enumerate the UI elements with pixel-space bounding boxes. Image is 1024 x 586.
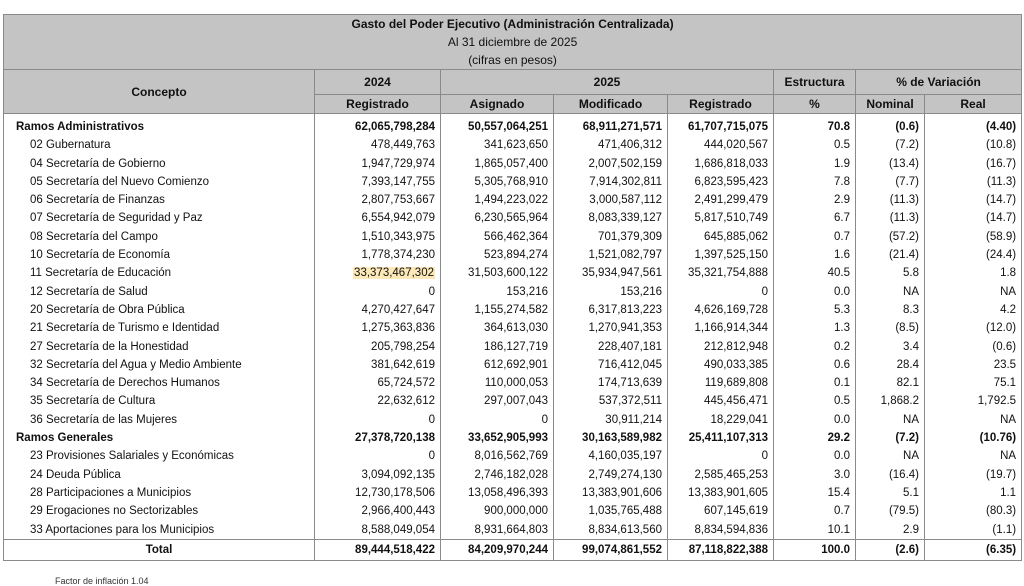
nominal-cell: (57.2): [856, 228, 925, 246]
total-real-cell: (6.35): [925, 539, 1022, 560]
estructura-cell: 5.3: [774, 301, 856, 319]
concept-cell: 04 Secretaría de Gobierno: [4, 155, 315, 173]
table-row: [4, 191, 1022, 209]
registrado-2025-cell: 0: [668, 447, 774, 465]
table-row: [4, 301, 1022, 319]
table-row: [4, 136, 1022, 154]
modificado-cell: 35,934,947,561: [554, 264, 668, 282]
concept-cell: 32 Secretaría del Agua y Medio Ambiente: [4, 356, 315, 374]
col-header-estructura: Estructura: [774, 70, 856, 95]
col-header-asignado: Asignado: [441, 95, 554, 114]
asignado-cell: 8,931,664,803: [441, 521, 554, 540]
estructura-cell: 0.5: [774, 136, 856, 154]
total-asignado-cell: 84,209,970,244: [441, 539, 554, 560]
registrado-2024-cell: 4,270,427,647: [315, 301, 441, 319]
table-body: [4, 114, 1022, 561]
concept-cell: 08 Secretaría del Campo: [4, 228, 315, 246]
real-cell: (11.3): [925, 173, 1022, 191]
table-row: [4, 447, 1022, 465]
registrado-2024-cell: 478,449,763: [315, 136, 441, 154]
real-cell: NA: [925, 447, 1022, 465]
concept-cell: 02 Gubernatura: [4, 136, 315, 154]
registrado-2024-cell: 8,588,049,054: [315, 521, 441, 540]
table-row: [4, 155, 1022, 173]
modificado-cell: 6,317,813,223: [554, 301, 668, 319]
table-row: [4, 521, 1022, 540]
concept-cell: 29 Erogaciones no Sectorizables: [4, 502, 315, 520]
modificado-cell: 2,007,502,159: [554, 155, 668, 173]
estructura-cell: 1.9: [774, 155, 856, 173]
registrado-2024-cell: 205,798,254: [315, 338, 441, 356]
estructura-cell: 29.2: [774, 429, 856, 447]
col-header-modificado: Modificado: [554, 95, 668, 114]
registrado-2024-cell: 0: [315, 283, 441, 301]
asignado-cell: 1,494,223,022: [441, 191, 554, 209]
nominal-cell: (16.4): [856, 466, 925, 484]
col-header-concepto: Concepto: [4, 70, 315, 114]
estructura-cell: 0.0: [774, 411, 856, 429]
table-row: [4, 374, 1022, 392]
nominal-cell: (7.2): [856, 429, 925, 447]
nominal-cell: NA: [856, 283, 925, 301]
modificado-cell: 8,083,339,127: [554, 209, 668, 227]
table-row: [4, 264, 1022, 282]
nominal-cell: (11.3): [856, 209, 925, 227]
estructura-cell: 0.2: [774, 338, 856, 356]
col-header-variacion: % de Variación: [856, 70, 1022, 95]
concept-cell: 11 Secretaría de Educación: [4, 264, 315, 282]
registrado-2024-cell: 62,065,798,284: [315, 114, 441, 137]
real-cell: 1,792.5: [925, 392, 1022, 410]
asignado-cell: 900,000,000: [441, 502, 554, 520]
modificado-cell: 701,379,309: [554, 228, 668, 246]
table-row: [4, 319, 1022, 337]
asignado-cell: 5,305,768,910: [441, 173, 554, 191]
nominal-cell: (8.5): [856, 319, 925, 337]
registrado-2024-cell: 7,393,147,755: [315, 173, 441, 191]
modificado-cell: 13,383,901,606: [554, 484, 668, 502]
asignado-cell: 33,652,905,993: [441, 429, 554, 447]
nominal-cell: NA: [856, 447, 925, 465]
modificado-cell: 3,000,587,112: [554, 191, 668, 209]
estructura-cell: 40.5: [774, 264, 856, 282]
registrado-2025-cell: 6,823,595,423: [668, 173, 774, 191]
nominal-cell: 2.9: [856, 521, 925, 540]
report-units: (cifras en pesos): [4, 51, 1022, 70]
col-header-pct: %: [774, 95, 856, 114]
estructura-cell: 1.3: [774, 319, 856, 337]
asignado-cell: 153,216: [441, 283, 554, 301]
nominal-cell: (11.3): [856, 191, 925, 209]
table-row: [4, 173, 1022, 191]
real-cell: 23.5: [925, 356, 1022, 374]
estructura-cell: 1.6: [774, 246, 856, 264]
nominal-cell: NA: [856, 411, 925, 429]
concept-cell: 05 Secretaría del Nuevo Comienzo: [4, 173, 315, 191]
estructura-cell: 0.1: [774, 374, 856, 392]
registrado-2025-cell: 445,456,471: [668, 392, 774, 410]
report-date: Al 31 diciembre de 2025: [4, 33, 1022, 51]
col-header-2025: 2025: [441, 70, 774, 95]
real-cell: (1.1): [925, 521, 1022, 540]
registrado-2025-cell: 212,812,948: [668, 338, 774, 356]
group-row: [4, 114, 1022, 137]
total-nominal-cell: (2.6): [856, 539, 925, 560]
asignado-cell: 50,557,064,251: [441, 114, 554, 137]
concept-cell: 06 Secretaría de Finanzas: [4, 191, 315, 209]
modificado-cell: 537,372,511: [554, 392, 668, 410]
concept-cell: 21 Secretaría de Turismo e Identidad: [4, 319, 315, 337]
asignado-cell: 297,007,043: [441, 392, 554, 410]
asignado-cell: 110,000,053: [441, 374, 554, 392]
nominal-cell: 3.4: [856, 338, 925, 356]
registrado-2025-cell: 5,817,510,749: [668, 209, 774, 227]
modificado-cell: 68,911,271,571: [554, 114, 668, 137]
estructura-cell: 0.6: [774, 356, 856, 374]
registrado-2025-cell: 1,166,914,344: [668, 319, 774, 337]
nominal-cell: 5.8: [856, 264, 925, 282]
concept-cell: 34 Secretaría de Derechos Humanos: [4, 374, 315, 392]
concept-cell: 27 Secretaría de la Honestidad: [4, 338, 315, 356]
registrado-2024-cell: 12,730,178,506: [315, 484, 441, 502]
table-row: [4, 246, 1022, 264]
real-cell: (0.6): [925, 338, 1022, 356]
real-cell: NA: [925, 411, 1022, 429]
total-concept-cell: Total: [4, 539, 315, 560]
modificado-cell: 2,749,274,130: [554, 466, 668, 484]
asignado-cell: 13,058,496,393: [441, 484, 554, 502]
highlighted-value: 33,373,467,302: [354, 267, 434, 280]
real-cell: 4.2: [925, 301, 1022, 319]
registrado-2025-cell: 444,020,567: [668, 136, 774, 154]
registrado-2024-cell: 6,554,942,079: [315, 209, 441, 227]
asignado-cell: 0: [441, 411, 554, 429]
table-row: [4, 411, 1022, 429]
table-row: [4, 484, 1022, 502]
registrado-2024-cell: 1,778,374,230: [315, 246, 441, 264]
total-row: [4, 539, 1022, 560]
nominal-cell: (7.2): [856, 136, 925, 154]
registrado-2024-cell: 0: [315, 447, 441, 465]
registrado-2024-cell: 2,807,753,667: [315, 191, 441, 209]
table-row: [4, 356, 1022, 374]
registrado-2025-cell: 8,834,594,836: [668, 521, 774, 540]
registrado-2025-cell: 18,229,041: [668, 411, 774, 429]
concept-cell: 33 Aportaciones para los Municipios: [4, 521, 315, 540]
real-cell: NA: [925, 283, 1022, 301]
asignado-cell: 186,127,719: [441, 338, 554, 356]
estructura-cell: 70.8: [774, 114, 856, 137]
asignado-cell: 8,016,562,769: [441, 447, 554, 465]
real-cell: (10.8): [925, 136, 1022, 154]
modificado-cell: 471,406,312: [554, 136, 668, 154]
nominal-cell: (7.7): [856, 173, 925, 191]
registrado-2024-cell: [315, 264, 441, 282]
nominal-cell: 1,868.2: [856, 392, 925, 410]
total-modificado-cell: 99,074,861,552: [554, 539, 668, 560]
registrado-2025-cell: 119,689,808: [668, 374, 774, 392]
registrado-2024-cell: 27,378,720,138: [315, 429, 441, 447]
col-header-nominal: Nominal: [856, 95, 925, 114]
asignado-cell: 612,692,901: [441, 356, 554, 374]
col-header-registrado-2024: Registrado: [315, 95, 441, 114]
registrado-2024-cell: 1,275,363,836: [315, 319, 441, 337]
group-row: [4, 429, 1022, 447]
concept-cell: 36 Secretaría de las Mujeres: [4, 411, 315, 429]
nominal-cell: (0.6): [856, 114, 925, 137]
asignado-cell: 364,613,030: [441, 319, 554, 337]
registrado-2025-cell: 35,321,754,888: [668, 264, 774, 282]
real-cell: (19.7): [925, 466, 1022, 484]
modificado-cell: 8,834,613,560: [554, 521, 668, 540]
asignado-cell: 523,894,274: [441, 246, 554, 264]
estructura-cell: 0.0: [774, 447, 856, 465]
concept-cell: 07 Secretaría de Seguridad y Paz: [4, 209, 315, 227]
report-title: Gasto del Poder Ejecutivo (Administración Centralizada): [4, 15, 1022, 34]
registrado-2025-cell: 2,491,299,479: [668, 191, 774, 209]
modificado-cell: 1,270,941,353: [554, 319, 668, 337]
real-cell: (4.40): [925, 114, 1022, 137]
registrado-2025-cell: 645,885,062: [668, 228, 774, 246]
asignado-cell: 2,746,182,028: [441, 466, 554, 484]
estructura-cell: 0.7: [774, 228, 856, 246]
concept-cell: 10 Secretaría de Economía: [4, 246, 315, 264]
nominal-cell: 82.1: [856, 374, 925, 392]
registrado-2024-cell: 22,632,612: [315, 392, 441, 410]
asignado-cell: 341,623,650: [441, 136, 554, 154]
concept-cell: 12 Secretaría de Salud: [4, 283, 315, 301]
real-cell: (14.7): [925, 209, 1022, 227]
registrado-2025-cell: 0: [668, 283, 774, 301]
table-row: [4, 209, 1022, 227]
expenditure-report: [3, 14, 1021, 561]
modificado-cell: 7,914,302,811: [554, 173, 668, 191]
modificado-cell: 174,713,639: [554, 374, 668, 392]
modificado-cell: 228,407,181: [554, 338, 668, 356]
col-header-real: Real: [925, 95, 1022, 114]
footnote: Factor de inflación 1.04: [55, 576, 149, 586]
table-row: [4, 392, 1022, 410]
table-row: [4, 283, 1022, 301]
modificado-cell: 1,035,765,488: [554, 502, 668, 520]
table-row: [4, 228, 1022, 246]
table-row: [4, 502, 1022, 520]
nominal-cell: (79.5): [856, 502, 925, 520]
estructura-cell: 0.0: [774, 283, 856, 301]
registrado-2025-cell: 61,707,715,075: [668, 114, 774, 137]
concept-cell: 35 Secretaría de Cultura: [4, 392, 315, 410]
asignado-cell: 31,503,600,122: [441, 264, 554, 282]
real-cell: (24.4): [925, 246, 1022, 264]
registrado-2024-cell: 1,947,729,974: [315, 155, 441, 173]
estructura-cell: 10.1: [774, 521, 856, 540]
estructura-cell: 6.7: [774, 209, 856, 227]
nominal-cell: (21.4): [856, 246, 925, 264]
real-cell: 1.1: [925, 484, 1022, 502]
registrado-2025-cell: 13,383,901,605: [668, 484, 774, 502]
table-row: [4, 466, 1022, 484]
registrado-2024-cell: 3,094,092,135: [315, 466, 441, 484]
nominal-cell: 5.1: [856, 484, 925, 502]
table-row: [4, 338, 1022, 356]
total-registrado-2025-cell: 87,118,822,388: [668, 539, 774, 560]
modificado-cell: 153,216: [554, 283, 668, 301]
real-cell: 75.1: [925, 374, 1022, 392]
modificado-cell: 4,160,035,197: [554, 447, 668, 465]
registrado-2024-cell: 65,724,572: [315, 374, 441, 392]
real-cell: (80.3): [925, 502, 1022, 520]
registrado-2024-cell: 1,510,343,975: [315, 228, 441, 246]
concept-cell: 24 Deuda Pública: [4, 466, 315, 484]
registrado-2025-cell: 1,686,818,033: [668, 155, 774, 173]
concept-cell: Ramos Administrativos: [4, 114, 315, 137]
col-header-2024: 2024: [315, 70, 441, 95]
expenditure-table: [3, 14, 1022, 561]
modificado-cell: 30,911,214: [554, 411, 668, 429]
col-header-registrado-2025: Registrado: [668, 95, 774, 114]
estructura-cell: 3.0: [774, 466, 856, 484]
modificado-cell: 1,521,082,797: [554, 246, 668, 264]
modificado-cell: 30,163,589,982: [554, 429, 668, 447]
estructura-cell: 15.4: [774, 484, 856, 502]
estructura-cell: 0.7: [774, 502, 856, 520]
registrado-2024-cell: 2,966,400,443: [315, 502, 441, 520]
estructura-cell: 7.8: [774, 173, 856, 191]
registrado-2025-cell: 607,145,619: [668, 502, 774, 520]
nominal-cell: 28.4: [856, 356, 925, 374]
concept-cell: 20 Secretaría de Obra Pública: [4, 301, 315, 319]
real-cell: (14.7): [925, 191, 1022, 209]
real-cell: (10.76): [925, 429, 1022, 447]
concept-cell: 23 Provisiones Salariales y Económicas: [4, 447, 315, 465]
real-cell: 1.8: [925, 264, 1022, 282]
total-registrado-2024-cell: 89,444,518,422: [315, 539, 441, 560]
asignado-cell: 1,155,274,582: [441, 301, 554, 319]
registrado-2025-cell: 1,397,525,150: [668, 246, 774, 264]
registrado-2024-cell: 381,642,619: [315, 356, 441, 374]
asignado-cell: 6,230,565,964: [441, 209, 554, 227]
registrado-2024-cell: 0: [315, 411, 441, 429]
estructura-cell: 2.9: [774, 191, 856, 209]
registrado-2025-cell: 25,411,107,313: [668, 429, 774, 447]
real-cell: (16.7): [925, 155, 1022, 173]
registrado-2025-cell: 2,585,465,253: [668, 466, 774, 484]
modificado-cell: 716,412,045: [554, 356, 668, 374]
asignado-cell: 566,462,364: [441, 228, 554, 246]
asignado-cell: 1,865,057,400: [441, 155, 554, 173]
estructura-cell: 0.5: [774, 392, 856, 410]
registrado-2025-cell: 490,033,385: [668, 356, 774, 374]
nominal-cell: (13.4): [856, 155, 925, 173]
concept-cell: Ramos Generales: [4, 429, 315, 447]
registrado-2025-cell: 4,626,169,728: [668, 301, 774, 319]
nominal-cell: 8.3: [856, 301, 925, 319]
total-estructura-cell: 100.0: [774, 539, 856, 560]
real-cell: (12.0): [925, 319, 1022, 337]
real-cell: (58.9): [925, 228, 1022, 246]
concept-cell: 28 Participaciones a Municipios: [4, 484, 315, 502]
